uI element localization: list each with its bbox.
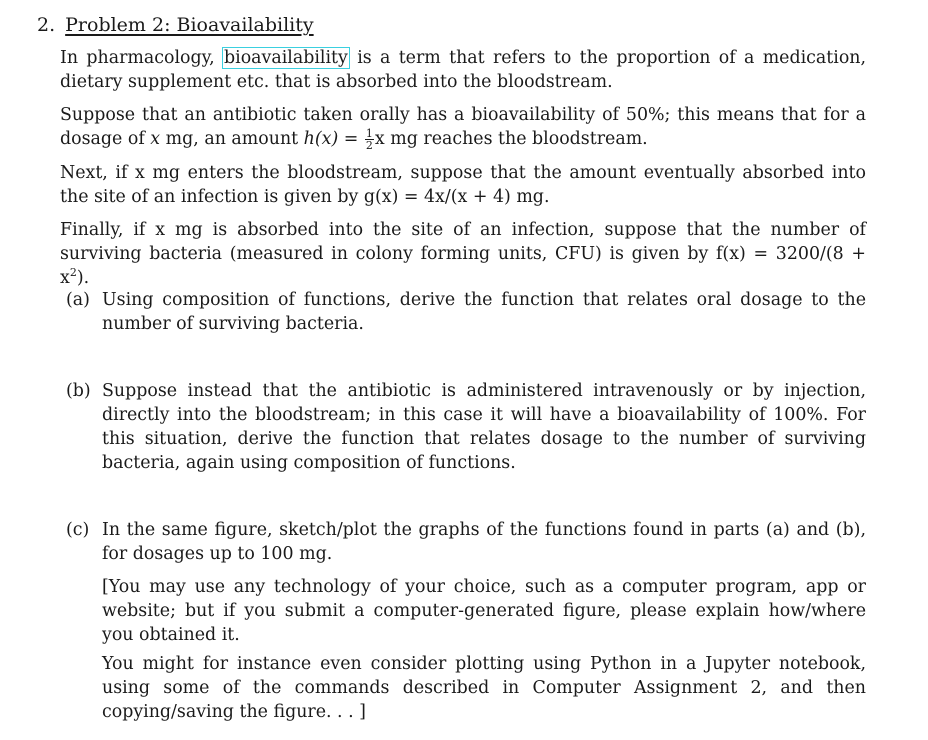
p1-after: is a term that refers to the proportion of a medication, dietary supplement etc. that is absorbed into the bloodstream. xyxy=(60,48,867,92)
part-a xyxy=(66,288,866,336)
part-c-note-2: You might for instance even consider plotting using Python in a Jupyter notebook, using some of the commands described in Computer Assignment 2, and then copying/saving the figure. . . ] xyxy=(102,654,866,722)
problem-title: Problem 2: Bioavailability xyxy=(65,14,314,36)
p1-before: In pharmacology, xyxy=(60,48,215,68)
p4-before: Finally, if x mg is absorbed into the site of an infection, suppose that the number of surviving bacteria (measured in colony forming units, CFU) is given by f(x) = 3200/(8 + x xyxy=(60,220,866,288)
fraction-denominator: 2 xyxy=(365,139,373,152)
p2-mid: mg, an amount xyxy=(165,129,299,149)
p2-after: x mg reaches the bloodstream. xyxy=(374,129,648,149)
problem-number: 2. xyxy=(37,14,56,36)
part-b-text: Suppose instead that the antibiotic is administered intravenously or by injection, directly into the bloodstream; in this case it will have a bioavailability of 100%. For this situation, derive the function that relates dosage to the number of surviving bacteria, again using composition of functions. xyxy=(102,381,866,473)
intro-paragraph-4 xyxy=(60,218,866,290)
part-c xyxy=(66,518,866,724)
part-c-note-1: [You may use any technology of your choice, such as a computer program, app or website; but if you submit a computer-generated figure, please explain how/where you obtained it. xyxy=(102,577,866,645)
p2-var: x xyxy=(150,129,161,149)
part-b-label: (b) xyxy=(66,381,91,401)
fraction-numerator: 1 xyxy=(365,127,373,140)
one-half-fraction xyxy=(365,128,374,151)
part-b xyxy=(66,379,866,475)
intro-paragraph-2 xyxy=(60,103,866,151)
part-c-text: In the same figure, sketch/plot the graphs of the functions found in parts (a) and (b), for dosages up to 100 mg. xyxy=(102,520,866,564)
intro-paragraph-1 xyxy=(60,46,866,94)
part-a-text: Using composition of functions, derive the function that relates oral dosage to the number of surviving bacteria. xyxy=(102,290,866,334)
bioavailability-link[interactable]: bioavailability xyxy=(224,48,348,68)
p2-func: h(x) = xyxy=(303,129,359,149)
part-c-label: (c) xyxy=(66,520,90,540)
p4-exponent: 2 xyxy=(69,266,77,280)
part-a-label: (a) xyxy=(66,290,90,310)
intro-paragraph-3: Next, if x mg enters the bloodstream, suppose that the amount eventually absorbed into the site of an infection is given by g(x) = 4x/(x + 4) mg. xyxy=(60,163,866,207)
problem-heading xyxy=(37,12,314,38)
p4-after: ). xyxy=(76,268,90,288)
p2-before: Suppose that an antibiotic taken orally has a bioavailability of 50%; this means that for a dosage of xyxy=(60,105,866,149)
